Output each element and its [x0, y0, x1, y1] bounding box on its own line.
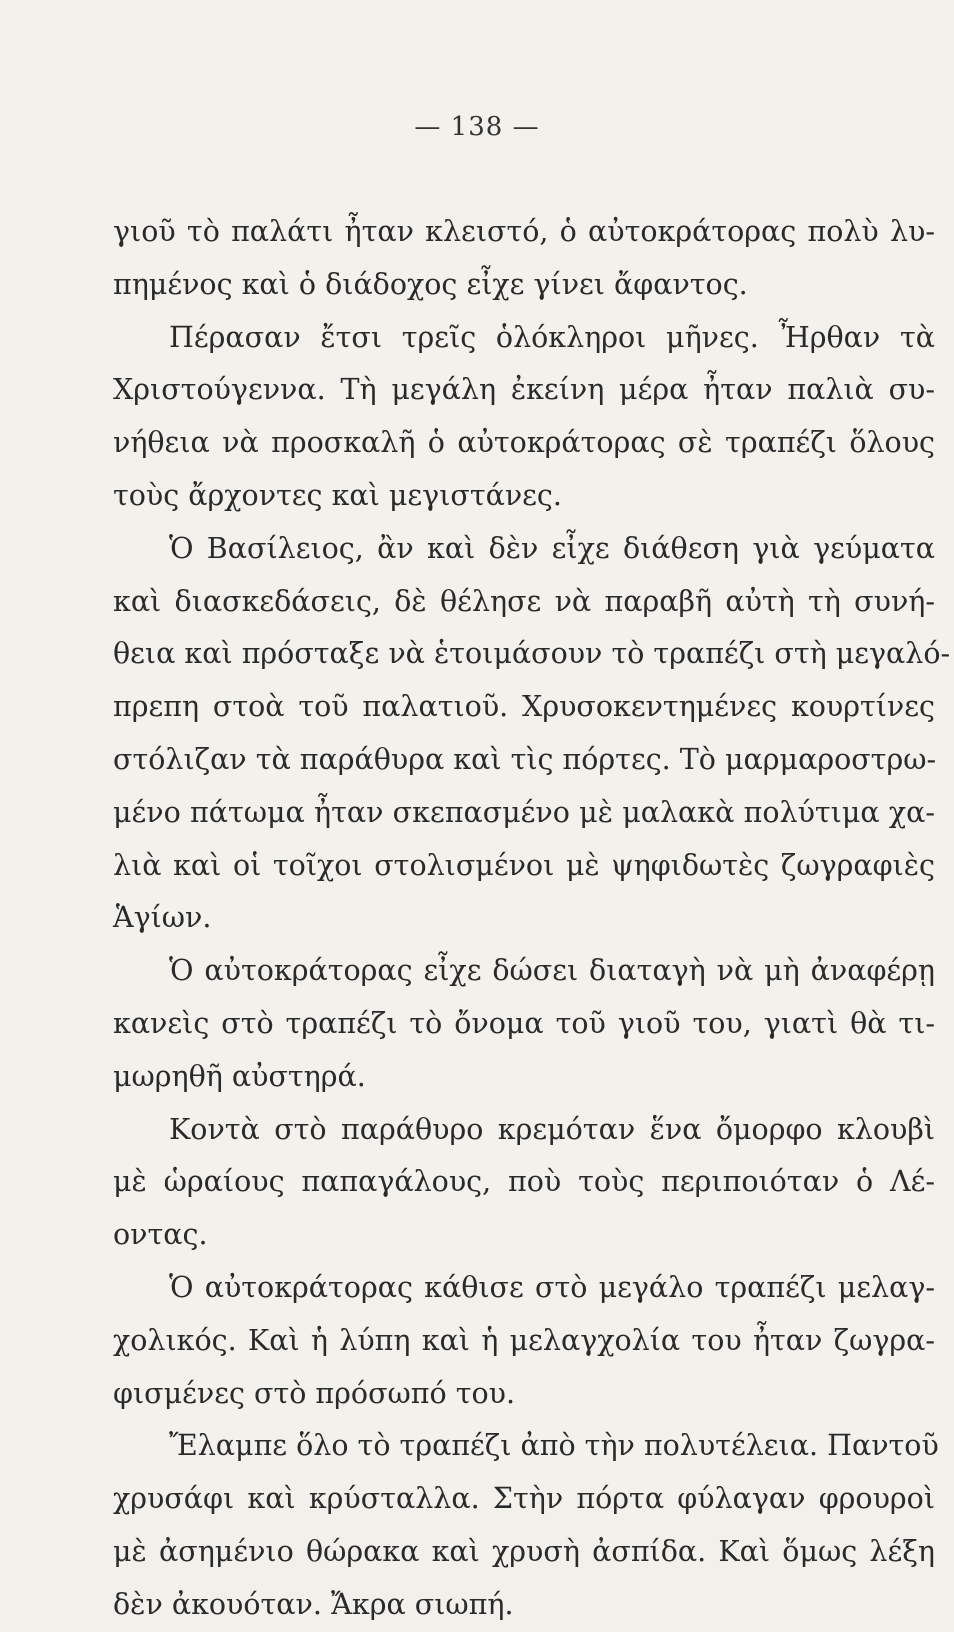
text-line: μωρηθῆ αὐστηρά.	[113, 1059, 366, 1093]
text-line: Ὁ Βασίλειος, ἂν καὶ δὲν εἶχε διάθεση γιὰ γεύματα	[169, 531, 935, 565]
text-line: γιοῦ τὸ παλάτι ἦταν κλειστό, ὁ αὐτοκράτορας πολὺ λυ-	[113, 215, 935, 248]
text-line: λιὰ καὶ οἱ τοῖχοι στολισμένοι μὲ ψηφιδωτὲς ζωγραφιὲς	[113, 848, 935, 882]
text-line: χρυσάφι καὶ κρύσταλλα. Στὴν πόρτα φύλαγαν φρουροὶ	[113, 1482, 935, 1516]
text-line: Ὁ αὐτοκράτορας εἶχε δώσει διαταγὴ νὰ μὴ ἀναφέρῃ	[169, 954, 935, 988]
text-line: καὶ διασκεδάσεις, δὲ θέλησε νὰ παραβῆ αὐτὴ τὴ συνή-	[113, 584, 935, 618]
text-line: οντας.	[113, 1218, 208, 1252]
text-line: Πέρασαν ἔτσι τρεῖς ὁλόκληροι μῆνες. Ἦρθαν τὰ	[169, 320, 935, 354]
text-line: Ὁ αὐτοκράτορας κάθισε στὸ μεγάλο τραπέζι μελαγ-	[169, 1270, 935, 1304]
text-line: στόλιζαν τὰ παράθυρα καὶ τὶς πόρτες. Τὸ μαρμαροστρω-	[113, 742, 937, 776]
text-line: φισμένες στὸ πρόσωπό του.	[113, 1376, 516, 1410]
text-line: χολικός. Καὶ ἡ λύπη καὶ ἡ μελαγχολία του ἦταν ζωγρα-	[113, 1323, 935, 1357]
text-line: μὲ ἀσημένιο θώρακα καὶ χρυσὴ ἀσπίδα. Καὶ ὅμως λέξη	[113, 1534, 935, 1568]
text-line: τοὺς ἄρχοντες καὶ μεγιστάνες.	[113, 478, 562, 512]
body-text	[113, 206, 951, 1632]
text-line: Κοντὰ στὸ παράθυρο κρεμόταν ἕνα ὄμορφο κλουβὶ	[169, 1112, 935, 1146]
text-line: θεια καὶ πρόσταξε νὰ ἑτοιμάσουν τὸ τραπέζι στὴ μεγαλό-	[113, 637, 951, 671]
text-line: Χριστούγεννα. Τὴ μεγάλη ἐκείνη μέρα ἦταν παλιὰ συ-	[113, 373, 935, 407]
text-line: δὲν ἀκουόταν. Ἄκρα σιωπή.	[113, 1587, 514, 1621]
page-number: — 138 —	[414, 112, 540, 142]
text-line: κανεὶς στὸ τραπέζι τὸ ὄνομα τοῦ γιοῦ του, γιατὶ θὰ τι-	[113, 1006, 935, 1040]
text-line: πρεπη στοὰ τοῦ παλατιοῦ. Χρυσοκεντημένες κουρτίνες	[113, 690, 935, 724]
text-line: Ἁγίων.	[113, 901, 212, 935]
text-line: μὲ ὡραίους παπαγάλους, ποὺ τοὺς περιποιόταν ὁ Λέ-	[113, 1165, 935, 1199]
text-line: νήθεια νὰ προσκαλῆ ὁ αὐτοκράτορας σὲ τραπέζι ὅλους	[113, 426, 935, 460]
text-line: μένο πάτωμα ἦταν σκεπασμένο μὲ μαλακὰ πολύτιμα χα-	[113, 795, 935, 829]
text-line: πημένος καὶ ὁ διάδοχος εἶχε γίνει ἄφαντος.	[113, 267, 748, 301]
text-line: Ἔλαμπε ὅλο τὸ τραπέζι ἀπὸ τὴν πολυτέλεια. Παντοῦ	[169, 1429, 939, 1463]
